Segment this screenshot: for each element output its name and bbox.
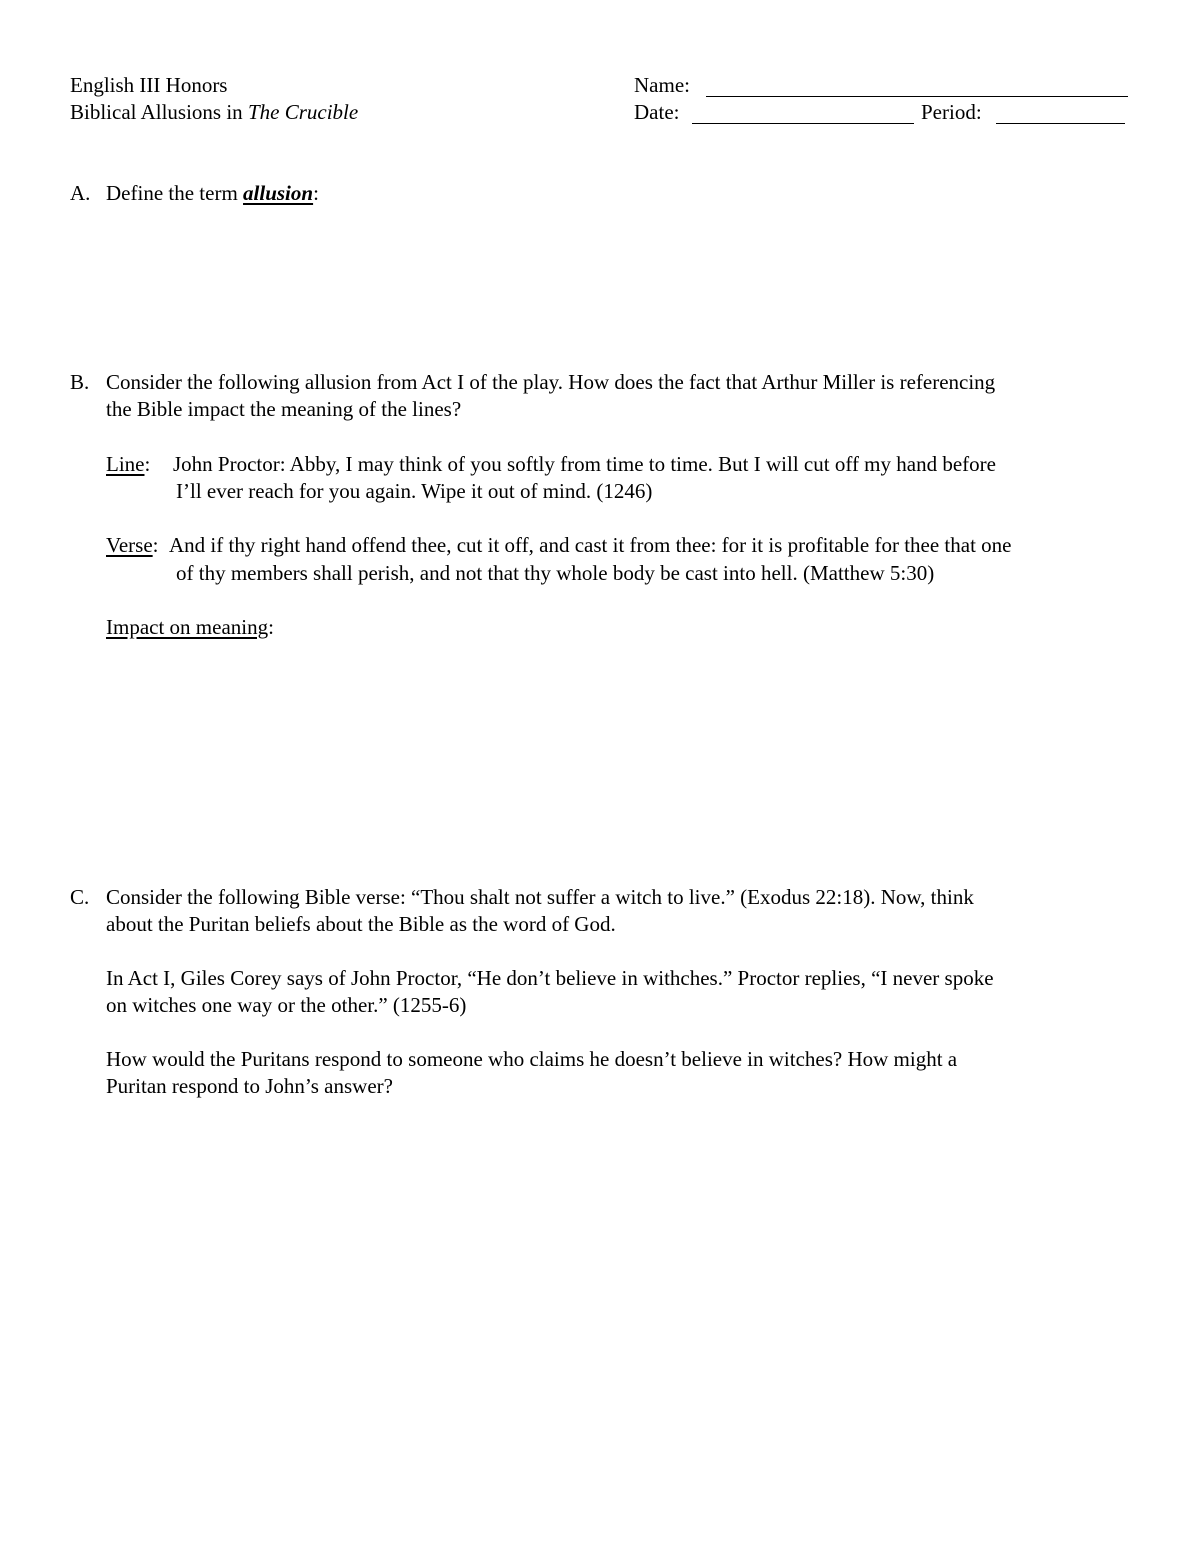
verse-label <box>106 532 159 559</box>
section-a-prompt-suffix: : <box>313 181 319 205</box>
verse-quote-line1: And if thy right hand offend thee, cut it off, and cast it from thee: for it is profitable for thee that one <box>169 533 1012 557</box>
section-b-prompt-line1: Consider the following allusion from Act I of the play. How does the fact that Arthur Miller is referencing <box>106 370 996 394</box>
line-quote-line1: John Proctor: Abby, I may think of you softly from time to time. But I will cut off my hand before <box>173 452 996 476</box>
section-c-marker: C. <box>70 885 90 909</box>
line-label-colon: : <box>144 452 151 476</box>
verse-label-colon: : <box>152 533 159 557</box>
section-a-prompt <box>106 180 319 207</box>
line-label-text: Line <box>106 452 145 476</box>
section-b-marker: B. <box>70 370 90 394</box>
impact-label <box>106 614 274 641</box>
section-c-p2-line1: In Act I, Giles Corey says of John Proctor, “He don’t believe in withches.” Proctor replies, “I never spoke <box>106 966 994 990</box>
section-a-marker: A. <box>70 181 91 205</box>
worksheet-title-work: The Crucible <box>247 100 359 124</box>
section-c-p3-line2: Puritan respond to John’s answer? <box>106 1074 393 1098</box>
section-c-p3-line1: How would the Puritans respond to someone who claims he doesn’t believe in witches? How might a <box>106 1047 958 1071</box>
name-label: Name: <box>634 73 690 97</box>
verse-label-text: Verse <box>106 533 153 557</box>
section-c-answer-area[interactable] <box>106 1110 1126 1490</box>
section-a-prompt-prefix: Define the term <box>106 181 244 205</box>
worksheet-title <box>70 99 358 126</box>
impact-label-text: Impact on meaning <box>106 615 269 639</box>
line-quote-line2: I’ll ever reach for you again. Wipe it out of mind. (1246) <box>176 479 653 503</box>
date-field[interactable] <box>692 103 914 124</box>
allusion-term: allusion <box>243 181 314 205</box>
section-c-p1-line2: about the Puritan beliefs about the Bible as the word of God. <box>106 912 616 936</box>
period-field[interactable] <box>996 103 1125 124</box>
line-label <box>106 451 150 478</box>
impact-label-colon: : <box>268 615 274 639</box>
section-c-p1-line1: Consider the following Bible verse: “Thou shalt not suffer a witch to live.” (Exodus 22:18). Now, think <box>106 885 974 909</box>
worksheet-title-prefix: Biblical Allusions in <box>70 100 248 124</box>
section-b-prompt-line2: the Bible impact the meaning of the lines? <box>106 397 462 421</box>
section-b-answer-area[interactable] <box>106 650 1126 870</box>
course-title: English III Honors <box>70 73 228 97</box>
section-a-answer-area[interactable] <box>106 215 1126 355</box>
verse-quote-line2: of thy members shall perish, and not that thy whole body be cast into hell. (Matthew 5:30) <box>176 561 935 585</box>
date-label: Date: <box>634 100 680 124</box>
period-label: Period: <box>921 100 982 124</box>
section-c-p2-line2: on witches one way or the other.” (1255-6) <box>106 993 467 1017</box>
name-field[interactable] <box>706 76 1128 97</box>
